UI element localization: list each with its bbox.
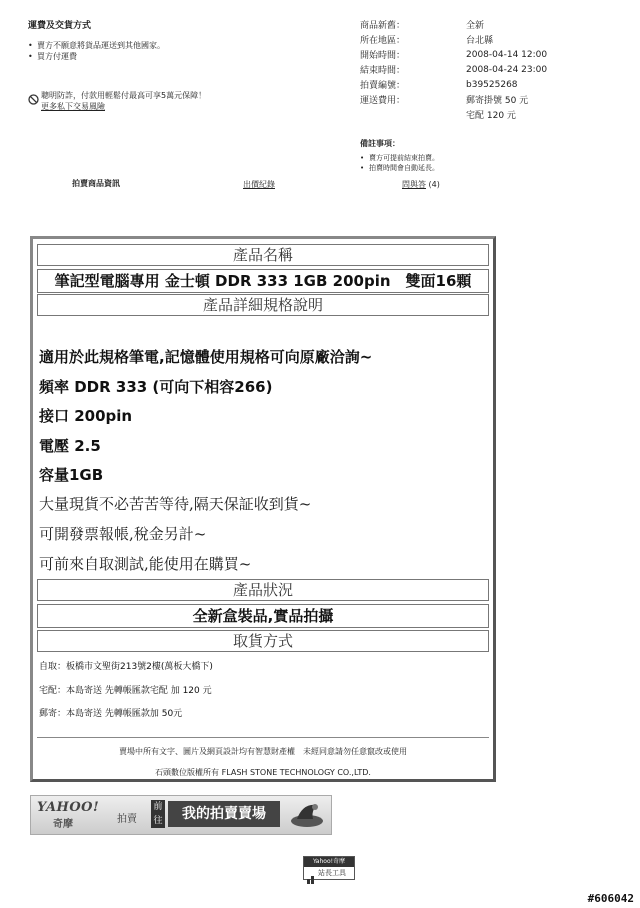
tab-bid-history[interactable]: 出價紀錄 [243, 180, 275, 189]
product-name-header: 產品名稱 [37, 244, 489, 266]
spec-line: 電壓 2.5 [39, 437, 101, 455]
pickup-line: 郵寄：本島寄送 先轉帳匯款加 50元 [39, 709, 183, 719]
divider [37, 737, 489, 738]
scan-id: #606042 [587, 892, 634, 905]
product-status: 全新盒裝品,實品拍攝 [37, 604, 489, 628]
condition-label: 商品新舊： [360, 21, 406, 31]
spec-line: 容量1GB [39, 466, 104, 484]
end-time-value: 2008-04-24 23:00 [466, 64, 548, 75]
go-label: 前往 [151, 800, 165, 828]
webmaster-tools-badge[interactable] [303, 856, 355, 880]
store-button[interactable]: 我的拍賣賣場 [168, 801, 280, 827]
list-item: • 買方付運費 [28, 51, 165, 62]
notes-title: 備註事項： [360, 139, 400, 148]
no-entry-icon [28, 90, 39, 101]
copyright-notice: 賣場中所有文字、圖片及網頁設計均有智慧財產權 未經同意請勿任意竄改或使用 [119, 747, 407, 756]
product-name: 筆記型電腦專用 金士頓 DDR 333 1GB 200pin 雙面16顆 [37, 269, 489, 293]
end-time-label: 結束時間： [360, 66, 406, 76]
safety-warning: 聰明防詐，付款用輕鬆付最高可享5萬元保障！ [41, 91, 207, 100]
spec-line: 可前來自取測試,能使用在購買~ [39, 555, 252, 573]
location-label: 所在地區： [360, 36, 406, 46]
tools-label: 站長工具 [318, 869, 346, 877]
yahoo-logo: YAHOO! [37, 800, 100, 815]
auction-label: 拍賣 [117, 814, 137, 825]
shipping-heading: 運費及交貨方式 [28, 21, 92, 31]
pickup-line: 自取：板橋市文聖街213號2樓(萬板大橋下) [39, 662, 213, 672]
location-value: 台北縣 [466, 36, 494, 46]
pickup-line: 宅配：本島寄送 先轉帳匯款宅配 加 120 元 [39, 686, 212, 696]
spec-line: 接口 200pin [39, 407, 133, 425]
my-store-banner[interactable] [30, 795, 332, 835]
tab-qa-label[interactable]: 問與答 [402, 180, 426, 189]
pickup-header: 取貨方式 [37, 630, 489, 652]
tab-item-info[interactable]: 拍賣商品資訊 [72, 179, 120, 188]
list-item: • 拍賣時間會自動延長。 [360, 163, 439, 173]
spec-line: 大量現貨不必苦苦等待,隔天保証收到貨~ [39, 495, 312, 513]
auction-id-label: 拍賣編號： [360, 81, 406, 91]
auction-details [360, 17, 610, 122]
shipping-fee-delivery: 宅配 120 元 [466, 111, 516, 121]
tools-brand: Yahoo!奇摩 [304, 857, 354, 867]
start-time-value: 2008-04-14 12:00 [466, 49, 548, 60]
shipping-bullets [28, 40, 165, 62]
tab-qa[interactable] [402, 179, 440, 190]
start-time-label: 開始時間： [360, 51, 406, 61]
mascot-icon [287, 799, 327, 831]
list-item: • 賣方可提前結束拍賣。 [360, 153, 439, 163]
condition-value: 全新 [466, 21, 485, 31]
tools-icon [307, 869, 315, 877]
qa-count: (4) [428, 180, 440, 189]
spec-line: 適用於此規格筆電,記憶體使用規格可向原廠洽詢~ [39, 348, 373, 366]
spec-line: 頻率 DDR 333 (可向下相容266) [39, 378, 273, 396]
spec-header: 產品詳細規格說明 [37, 294, 489, 316]
auction-id-value: b39525268 [466, 79, 518, 90]
shipping-fee-post: 郵寄掛號 50 元 [466, 96, 529, 106]
list-item: • 賣方不願意將貨品運送到其他國家。 [28, 40, 165, 51]
spec-line: 可開發票報帳,稅金另計~ [39, 525, 207, 543]
product-description-box [30, 236, 496, 782]
shipping-fee-label: 運送費用： [360, 96, 406, 106]
notes-list [360, 153, 439, 173]
copyright-owner: 石頭數位版權所有 FLASH STONE TECHNOLOGY CO.,LTD. [155, 768, 371, 777]
status-header: 產品狀況 [37, 579, 489, 601]
risk-link[interactable]: 更多私下交易風險 [41, 102, 105, 111]
kimo-logo: 奇摩 [53, 819, 73, 830]
